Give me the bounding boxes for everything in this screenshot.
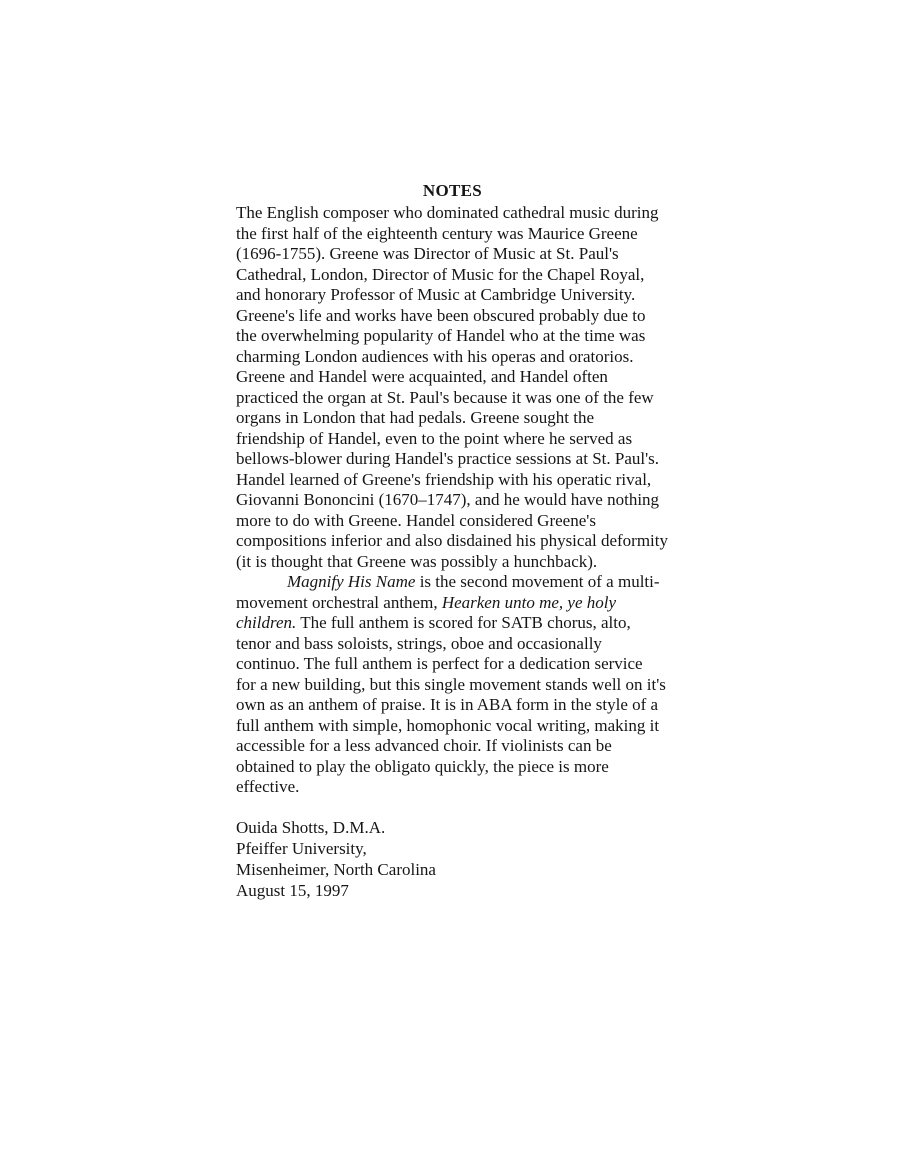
paragraph-anthem-line: tenor and bass soloists, strings, oboe and occasionally — [236, 633, 602, 653]
paragraph-anthem-line: obtained to play the obligato quickly, the piece is more — [236, 756, 609, 776]
paragraph-anthem-line: children. The full anthem is scored for SATB chorus, alto, — [236, 613, 631, 632]
paragraph-history-line: friendship of Handel, even to the point where he served as — [236, 428, 633, 448]
paragraph-history-line: Greene's life and works have been obscured probably due to — [236, 305, 646, 325]
italic-title-magnify: Magnify His Name — [287, 572, 416, 591]
paragraph-history-line: Greene and Handel were acquainted, and Handel often — [236, 367, 608, 386]
paragraph-anthem-line: own as an anthem of praise. It is in ABA form in the style of a — [236, 695, 659, 714]
paragraph-history-line: practiced the organ at St. Paul's because it was one of the few — [236, 387, 654, 407]
paragraph-anthem-line: effective. — [236, 777, 300, 796]
italic-title-children: children. — [236, 613, 297, 632]
paragraph-history-line: charming London audiences with his operas and oratorios. — [236, 346, 634, 366]
page-title: NOTES — [422, 181, 483, 200]
paragraph-anthem-line: continuo. The full anthem is perfect for a dedication service — [236, 654, 643, 673]
paragraph-anthem-line: movement orchestral anthem, Hearken unto me, ye holy — [236, 592, 617, 612]
signature-date: August 15, 1997 — [236, 881, 349, 900]
paragraph-history-line: Giovanni Bononcini (1670–1747), and he would have nothing — [236, 490, 660, 509]
paragraph-anthem-line: Magnify His Name is the second movement of a multi- — [287, 572, 660, 591]
signature-name: Ouida Shotts, D.M.A. — [236, 818, 386, 837]
signature-institution: Pfeiffer University, — [236, 839, 367, 858]
paragraph-history-line: organs in London that had pedals. Greene sought the — [236, 408, 595, 427]
paragraph-history-line: (1696-1755). Greene was Director of Music at St. Paul's — [236, 244, 619, 263]
paragraph-history-line: compositions inferior and also disdained his physical deformity — [236, 531, 669, 550]
signature-location: Misenheimer, North Carolina — [236, 860, 436, 879]
paragraph-history-line: The English composer who dominated cathedral music during — [236, 203, 659, 222]
paragraph-anthem-line: accessible for a less advanced choir. If violinists can be — [236, 736, 612, 755]
paragraph-history-line: the first half of the eighteenth century was Maurice Greene — [236, 223, 638, 243]
paragraph-history-line: Cathedral, London, Director of Music for the Chapel Royal, — [236, 264, 645, 284]
paragraph-history-line: (it is thought that Greene was possibly a hunchback). — [236, 551, 598, 571]
paragraph-history-line: the overwhelming popularity of Handel who at the time was — [236, 326, 646, 345]
paragraph-history-line: bellows-blower during Handel's practice sessions at St. Paul's. — [236, 449, 660, 468]
paragraph-history-line: and honorary Professor of Music at Cambridge University. — [236, 285, 636, 304]
paragraph-history-line: Handel learned of Greene's friendship with his operatic rival, — [236, 469, 652, 489]
italic-title-hearken: Hearken unto me, ye holy — [441, 592, 617, 612]
paragraph-anthem-line: full anthem with simple, homophonic vocal writing, making it — [236, 715, 660, 735]
paragraph-anthem-line: for a new building, but this single movement stands well on it's — [236, 674, 666, 694]
paragraph-history-line: more to do with Greene. Handel considered Greene's — [236, 510, 596, 530]
